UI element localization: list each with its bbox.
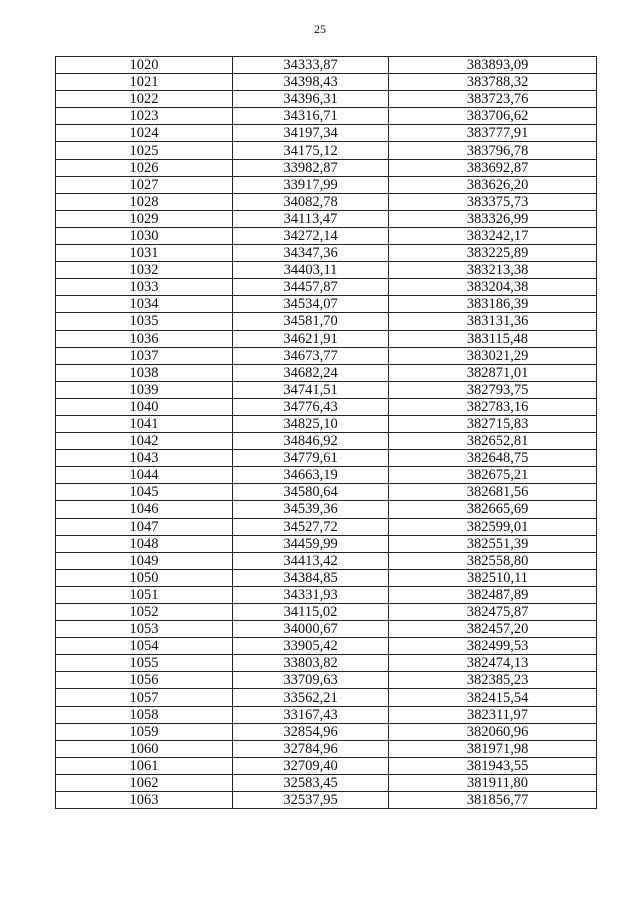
y-coordinate-cell: 383375,73 — [389, 193, 597, 210]
y-coordinate-cell: 382783,16 — [389, 398, 597, 415]
y-coordinate-cell: 382385,23 — [389, 672, 597, 689]
y-coordinate-cell: 382599,01 — [389, 518, 597, 535]
table-row — [56, 415, 597, 432]
point-number-cell: 1058 — [56, 706, 233, 723]
point-number-cell: 1062 — [56, 774, 233, 791]
table-row — [56, 279, 597, 296]
x-coordinate-cell: 34396,31 — [233, 91, 389, 108]
y-coordinate-cell: 383186,39 — [389, 296, 597, 313]
point-number-cell: 1061 — [56, 757, 233, 774]
point-number-cell: 1023 — [56, 108, 233, 125]
point-number-cell: 1051 — [56, 586, 233, 603]
y-coordinate-cell: 382510,11 — [389, 569, 597, 586]
y-coordinate-cell: 382793,75 — [389, 381, 597, 398]
table-row — [56, 193, 597, 210]
table-row — [56, 227, 597, 244]
point-number-cell: 1036 — [56, 330, 233, 347]
table-row — [56, 774, 597, 791]
table-row — [56, 689, 597, 706]
x-coordinate-cell: 34175,12 — [233, 142, 389, 159]
x-coordinate-cell: 34581,70 — [233, 313, 389, 330]
point-number-cell: 1046 — [56, 501, 233, 518]
y-coordinate-cell: 382648,75 — [389, 450, 597, 467]
y-coordinate-cell: 383326,99 — [389, 210, 597, 227]
y-coordinate-cell: 382457,20 — [389, 621, 597, 638]
y-coordinate-cell: 382474,13 — [389, 655, 597, 672]
table-row — [56, 740, 597, 757]
x-coordinate-cell: 34539,36 — [233, 501, 389, 518]
x-coordinate-cell: 34384,85 — [233, 569, 389, 586]
x-coordinate-cell: 33917,99 — [233, 176, 389, 193]
coordinates-table-body — [56, 57, 597, 809]
y-coordinate-cell: 382499,53 — [389, 638, 597, 655]
point-number-cell: 1057 — [56, 689, 233, 706]
point-number-cell: 1022 — [56, 91, 233, 108]
x-coordinate-cell: 34663,19 — [233, 467, 389, 484]
table-row — [56, 433, 597, 450]
y-coordinate-cell: 382475,87 — [389, 604, 597, 621]
x-coordinate-cell: 34825,10 — [233, 415, 389, 432]
y-coordinate-cell: 382665,69 — [389, 501, 597, 518]
point-number-cell: 1054 — [56, 638, 233, 655]
x-coordinate-cell: 32854,96 — [233, 723, 389, 740]
y-coordinate-cell: 382871,01 — [389, 364, 597, 381]
table-row — [56, 381, 597, 398]
y-coordinate-cell: 383777,91 — [389, 125, 597, 142]
table-row — [56, 552, 597, 569]
table-row — [56, 245, 597, 262]
x-coordinate-cell: 34197,34 — [233, 125, 389, 142]
x-coordinate-cell: 34776,43 — [233, 398, 389, 415]
x-coordinate-cell: 34673,77 — [233, 347, 389, 364]
x-coordinate-cell: 34113,47 — [233, 210, 389, 227]
x-coordinate-cell: 33562,21 — [233, 689, 389, 706]
y-coordinate-cell: 382311,97 — [389, 706, 597, 723]
x-coordinate-cell: 34272,14 — [233, 227, 389, 244]
point-number-cell: 1049 — [56, 552, 233, 569]
x-coordinate-cell: 34741,51 — [233, 381, 389, 398]
point-number-cell: 1040 — [56, 398, 233, 415]
point-number-cell: 1032 — [56, 262, 233, 279]
x-coordinate-cell: 32583,45 — [233, 774, 389, 791]
table-row — [56, 91, 597, 108]
table-row — [56, 638, 597, 655]
y-coordinate-cell: 383242,17 — [389, 227, 597, 244]
y-coordinate-cell: 383626,20 — [389, 176, 597, 193]
table-row — [56, 74, 597, 91]
table-row — [56, 347, 597, 364]
table-row — [56, 757, 597, 774]
x-coordinate-cell: 33709,63 — [233, 672, 389, 689]
y-coordinate-cell: 381943,55 — [389, 757, 597, 774]
y-coordinate-cell: 383115,48 — [389, 330, 597, 347]
point-number-cell: 1060 — [56, 740, 233, 757]
point-number-cell: 1033 — [56, 279, 233, 296]
y-coordinate-cell: 382060,96 — [389, 723, 597, 740]
point-number-cell: 1048 — [56, 535, 233, 552]
x-coordinate-cell: 33982,87 — [233, 159, 389, 176]
x-coordinate-cell: 34534,07 — [233, 296, 389, 313]
table-row — [56, 604, 597, 621]
y-coordinate-cell: 383723,76 — [389, 91, 597, 108]
y-coordinate-cell: 383796,78 — [389, 142, 597, 159]
y-coordinate-cell: 383225,89 — [389, 245, 597, 262]
y-coordinate-cell: 383021,29 — [389, 347, 597, 364]
y-coordinate-cell: 383213,38 — [389, 262, 597, 279]
x-coordinate-cell: 34682,24 — [233, 364, 389, 381]
point-number-cell: 1038 — [56, 364, 233, 381]
point-number-cell: 1029 — [56, 210, 233, 227]
table-row — [56, 296, 597, 313]
x-coordinate-cell: 34580,64 — [233, 484, 389, 501]
y-coordinate-cell: 382487,89 — [389, 586, 597, 603]
table-row — [56, 364, 597, 381]
point-number-cell: 1024 — [56, 125, 233, 142]
table-row — [56, 108, 597, 125]
y-coordinate-cell: 382558,80 — [389, 552, 597, 569]
point-number-cell: 1021 — [56, 74, 233, 91]
x-coordinate-cell: 33803,82 — [233, 655, 389, 672]
x-coordinate-cell: 34082,78 — [233, 193, 389, 210]
x-coordinate-cell: 34457,87 — [233, 279, 389, 296]
x-coordinate-cell: 34413,42 — [233, 552, 389, 569]
point-number-cell: 1056 — [56, 672, 233, 689]
table-row — [56, 518, 597, 535]
table-row — [56, 142, 597, 159]
table-row — [56, 125, 597, 142]
table-row — [56, 467, 597, 484]
x-coordinate-cell: 32709,40 — [233, 757, 389, 774]
table-row — [56, 723, 597, 740]
table-row — [56, 262, 597, 279]
point-number-cell: 1027 — [56, 176, 233, 193]
y-coordinate-cell: 382675,21 — [389, 467, 597, 484]
table-row — [56, 501, 597, 518]
table-row — [56, 330, 597, 347]
x-coordinate-cell: 34846,92 — [233, 433, 389, 450]
table-row — [56, 484, 597, 501]
y-coordinate-cell: 383893,09 — [389, 57, 597, 74]
y-coordinate-cell: 383692,87 — [389, 159, 597, 176]
y-coordinate-cell: 382715,83 — [389, 415, 597, 432]
table-row — [56, 706, 597, 723]
y-coordinate-cell: 382652,81 — [389, 433, 597, 450]
point-number-cell: 1050 — [56, 569, 233, 586]
table-row — [56, 535, 597, 552]
point-number-cell: 1034 — [56, 296, 233, 313]
x-coordinate-cell: 32537,95 — [233, 792, 389, 809]
y-coordinate-cell: 383204,38 — [389, 279, 597, 296]
x-coordinate-cell: 33905,42 — [233, 638, 389, 655]
table-row — [56, 655, 597, 672]
point-number-cell: 1039 — [56, 381, 233, 398]
y-coordinate-cell: 381856,77 — [389, 792, 597, 809]
point-number-cell: 1037 — [56, 347, 233, 364]
table-row — [56, 313, 597, 330]
x-coordinate-cell: 34347,36 — [233, 245, 389, 262]
table-row — [56, 450, 597, 467]
point-number-cell: 1041 — [56, 415, 233, 432]
point-number-cell: 1055 — [56, 655, 233, 672]
point-number-cell: 1028 — [56, 193, 233, 210]
x-coordinate-cell: 34779,61 — [233, 450, 389, 467]
x-coordinate-cell: 34000,67 — [233, 621, 389, 638]
table-row — [56, 569, 597, 586]
point-number-cell: 1042 — [56, 433, 233, 450]
x-coordinate-cell: 34333,87 — [233, 57, 389, 74]
table-row — [56, 792, 597, 809]
table-row — [56, 176, 597, 193]
point-number-cell: 1020 — [56, 57, 233, 74]
y-coordinate-cell: 383706,62 — [389, 108, 597, 125]
table-row — [56, 210, 597, 227]
x-coordinate-cell: 34527,72 — [233, 518, 389, 535]
x-coordinate-cell: 34316,71 — [233, 108, 389, 125]
y-coordinate-cell: 382551,39 — [389, 535, 597, 552]
point-number-cell: 1044 — [56, 467, 233, 484]
x-coordinate-cell: 34621,91 — [233, 330, 389, 347]
y-coordinate-cell: 381971,98 — [389, 740, 597, 757]
y-coordinate-cell: 381911,80 — [389, 774, 597, 791]
page-number: 25 — [314, 22, 326, 36]
point-number-cell: 1063 — [56, 792, 233, 809]
y-coordinate-cell: 382415,54 — [389, 689, 597, 706]
point-number-cell: 1052 — [56, 604, 233, 621]
x-coordinate-cell: 32784,96 — [233, 740, 389, 757]
point-number-cell: 1026 — [56, 159, 233, 176]
table-row — [56, 586, 597, 603]
x-coordinate-cell: 34459,99 — [233, 535, 389, 552]
table-row — [56, 159, 597, 176]
x-coordinate-cell: 34398,43 — [233, 74, 389, 91]
y-coordinate-cell: 383788,32 — [389, 74, 597, 91]
coordinates-table — [55, 56, 597, 809]
point-number-cell: 1030 — [56, 227, 233, 244]
point-number-cell: 1059 — [56, 723, 233, 740]
point-number-cell: 1035 — [56, 313, 233, 330]
table-row — [56, 672, 597, 689]
point-number-cell: 1045 — [56, 484, 233, 501]
x-coordinate-cell: 34115,02 — [233, 604, 389, 621]
point-number-cell: 1053 — [56, 621, 233, 638]
y-coordinate-cell: 383131,36 — [389, 313, 597, 330]
x-coordinate-cell: 33167,43 — [233, 706, 389, 723]
point-number-cell: 1047 — [56, 518, 233, 535]
x-coordinate-cell: 34331,93 — [233, 586, 389, 603]
point-number-cell: 1025 — [56, 142, 233, 159]
x-coordinate-cell: 34403,11 — [233, 262, 389, 279]
point-number-cell: 1031 — [56, 245, 233, 262]
table-row — [56, 621, 597, 638]
table-row — [56, 57, 597, 74]
y-coordinate-cell: 382681,56 — [389, 484, 597, 501]
point-number-cell: 1043 — [56, 450, 233, 467]
table-row — [56, 398, 597, 415]
